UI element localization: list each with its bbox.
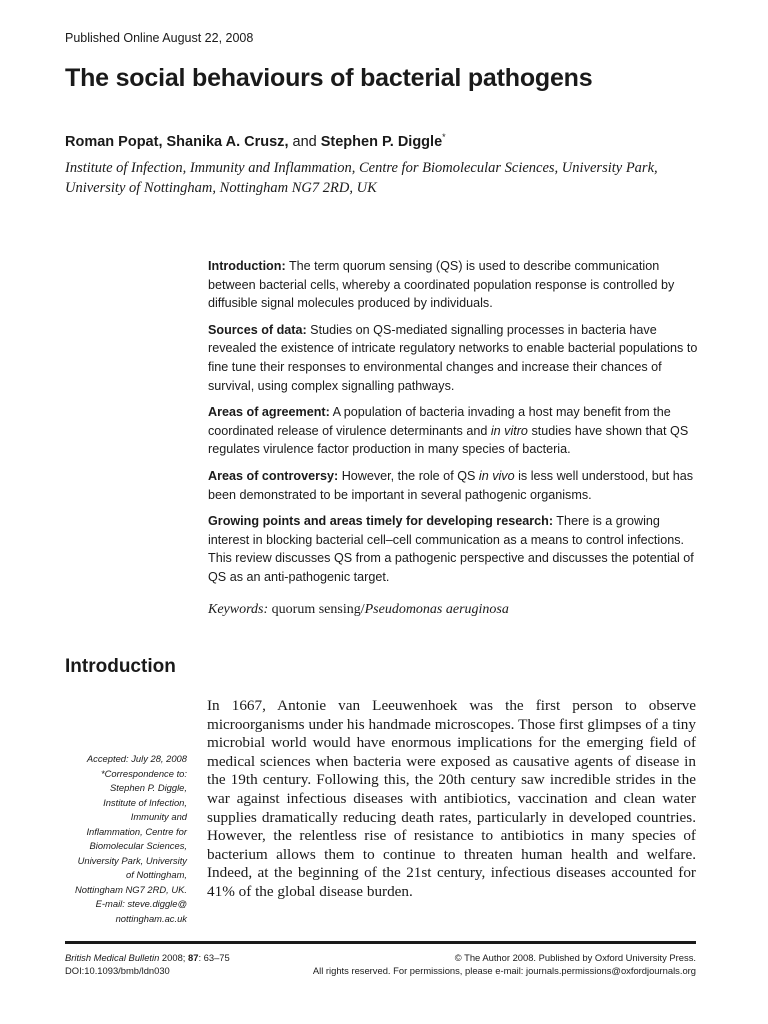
citation-line: British Medical Bulletin 2008; 87: 63–75: [65, 952, 230, 963]
abstract-label: Growing points and areas timely for developing research:: [208, 514, 554, 529]
abstract-label: Areas of agreement:: [208, 405, 330, 420]
permissions-line: All rights reserved. For permissions, please e-mail: journals.permissions@oxfordjournals.org: [312, 965, 696, 976]
note-line: nottingham.ac.uk: [115, 912, 187, 924]
note-line: of Nottingham,: [126, 869, 187, 880]
footer-rule: [65, 941, 696, 944]
abstract-controversy: Areas of controversy: However, the role of QS in vivo is less well understood, but has been demonstrated to be important in several pathogenic organisms.: [208, 468, 694, 502]
abstract-introduction: Introduction: The term quorum sensing (QS) is used to describe communication between bacterial cells, whereby a coordinated population response is controlled by diffusible signal molecules produced by individuals.: [208, 259, 675, 311]
keywords: Keywords: quorum sensing/Pseudomonas aeruginosa: [208, 601, 509, 617]
note-line: Stephen P. Diggle,: [110, 782, 187, 793]
note-line: Inflammation, Centre for: [86, 825, 187, 837]
note-line: E-mail: steve.diggle@: [95, 898, 187, 909]
author-list: Roman Popat, Shanika A. Crusz, and Stephen P. Diggle*: [65, 132, 446, 150]
note-line: Biomolecular Sciences,: [89, 840, 187, 851]
affiliation: Institute of Infection, Immunity and Inflammation, Centre for Biomolecular Sciences, University Park, University of Nottingham, Nottingham NG7 2RD, UK: [65, 160, 658, 196]
note-line: Accepted: July 28, 2008: [86, 753, 187, 764]
note-line: *Correspondence to:: [101, 767, 187, 779]
author-name: Roman Popat: [65, 133, 159, 150]
author-name: Stephen P. Diggle: [320, 133, 443, 150]
author-name: Shanika A. Crusz: [166, 133, 285, 150]
abstract-sources: Sources of data: Studies on QS-mediated signalling processes in bacteria have revealed the existence of intricate regulatory networks to enable bacterial populations to fine tune their responses to environmental changes and increase their chances of survival, using complex signalling pathways.: [208, 322, 698, 393]
margin-note: [55, 752, 187, 926]
note-line: University Park, University: [77, 854, 187, 866]
abstract-agreement: Areas of agreement: A population of bacteria invading a host may benefit from the coordinated release of virulence determinants and in vitro studies have shown that QS regulates virulence factor production in many species of bacteria.: [208, 405, 689, 457]
abstract-label: Sources of data:: [208, 322, 307, 337]
abstract-label: Areas of controversy:: [208, 468, 339, 483]
body-paragraph: In 1667, Antonie van Leeuwenhoek was the first person to observe microorganisms under his handmade microscopes. Those first glimpses of a tiny microbial world would have enormous implications for the emerging field of medical sciences when bacteria were exposed as causative agents of disease in the 19th century. Following this, the 20th century saw incredible strides in the war against infectious diseases with antibiotics, vaccination and clean water supplies dramatically reducing death rates, particularly in developed countries. However, the relentless rise of resistance to antibiotics in many species of bacterium allows them to continue to threaten human health and welfare. Indeed, at the beginning of the 21st century, infectious diseases accounted for 41% of the global disease burden.: [207, 697, 696, 900]
published-date: Published Online August 22, 2008: [65, 31, 254, 45]
citation-info: [65, 951, 230, 977]
copyright-info: [313, 951, 696, 977]
doi: DOI:10.1093/bmb/ldn030: [65, 965, 170, 976]
abstract: [208, 257, 698, 627]
section-heading: Introduction: [65, 656, 176, 677]
note-line: Immunity and: [130, 811, 187, 822]
paper-title: The social behaviours of bacterial pathogens: [65, 64, 593, 92]
abstract-growing-points: Growing points and areas timely for developing research: There is a growing interest in blocking bacterial cell–cell communication as a means to control infections. This review discusses QS from a pathogenic perspective and discusses the potential of QS as an anti-pathogenic target.: [208, 514, 694, 584]
note-line: Nottingham NG7 2RD, UK.: [74, 883, 187, 895]
correspondence-marker: *: [442, 132, 446, 142]
author-conjunction: and: [292, 133, 317, 150]
abstract-label: Introduction:: [208, 259, 286, 273]
journal-name: British Medical Bulletin: [65, 952, 160, 963]
copyright-line: © The Author 2008. Published by Oxford University Press.: [454, 952, 696, 963]
note-line: Institute of Infection,: [103, 796, 187, 808]
